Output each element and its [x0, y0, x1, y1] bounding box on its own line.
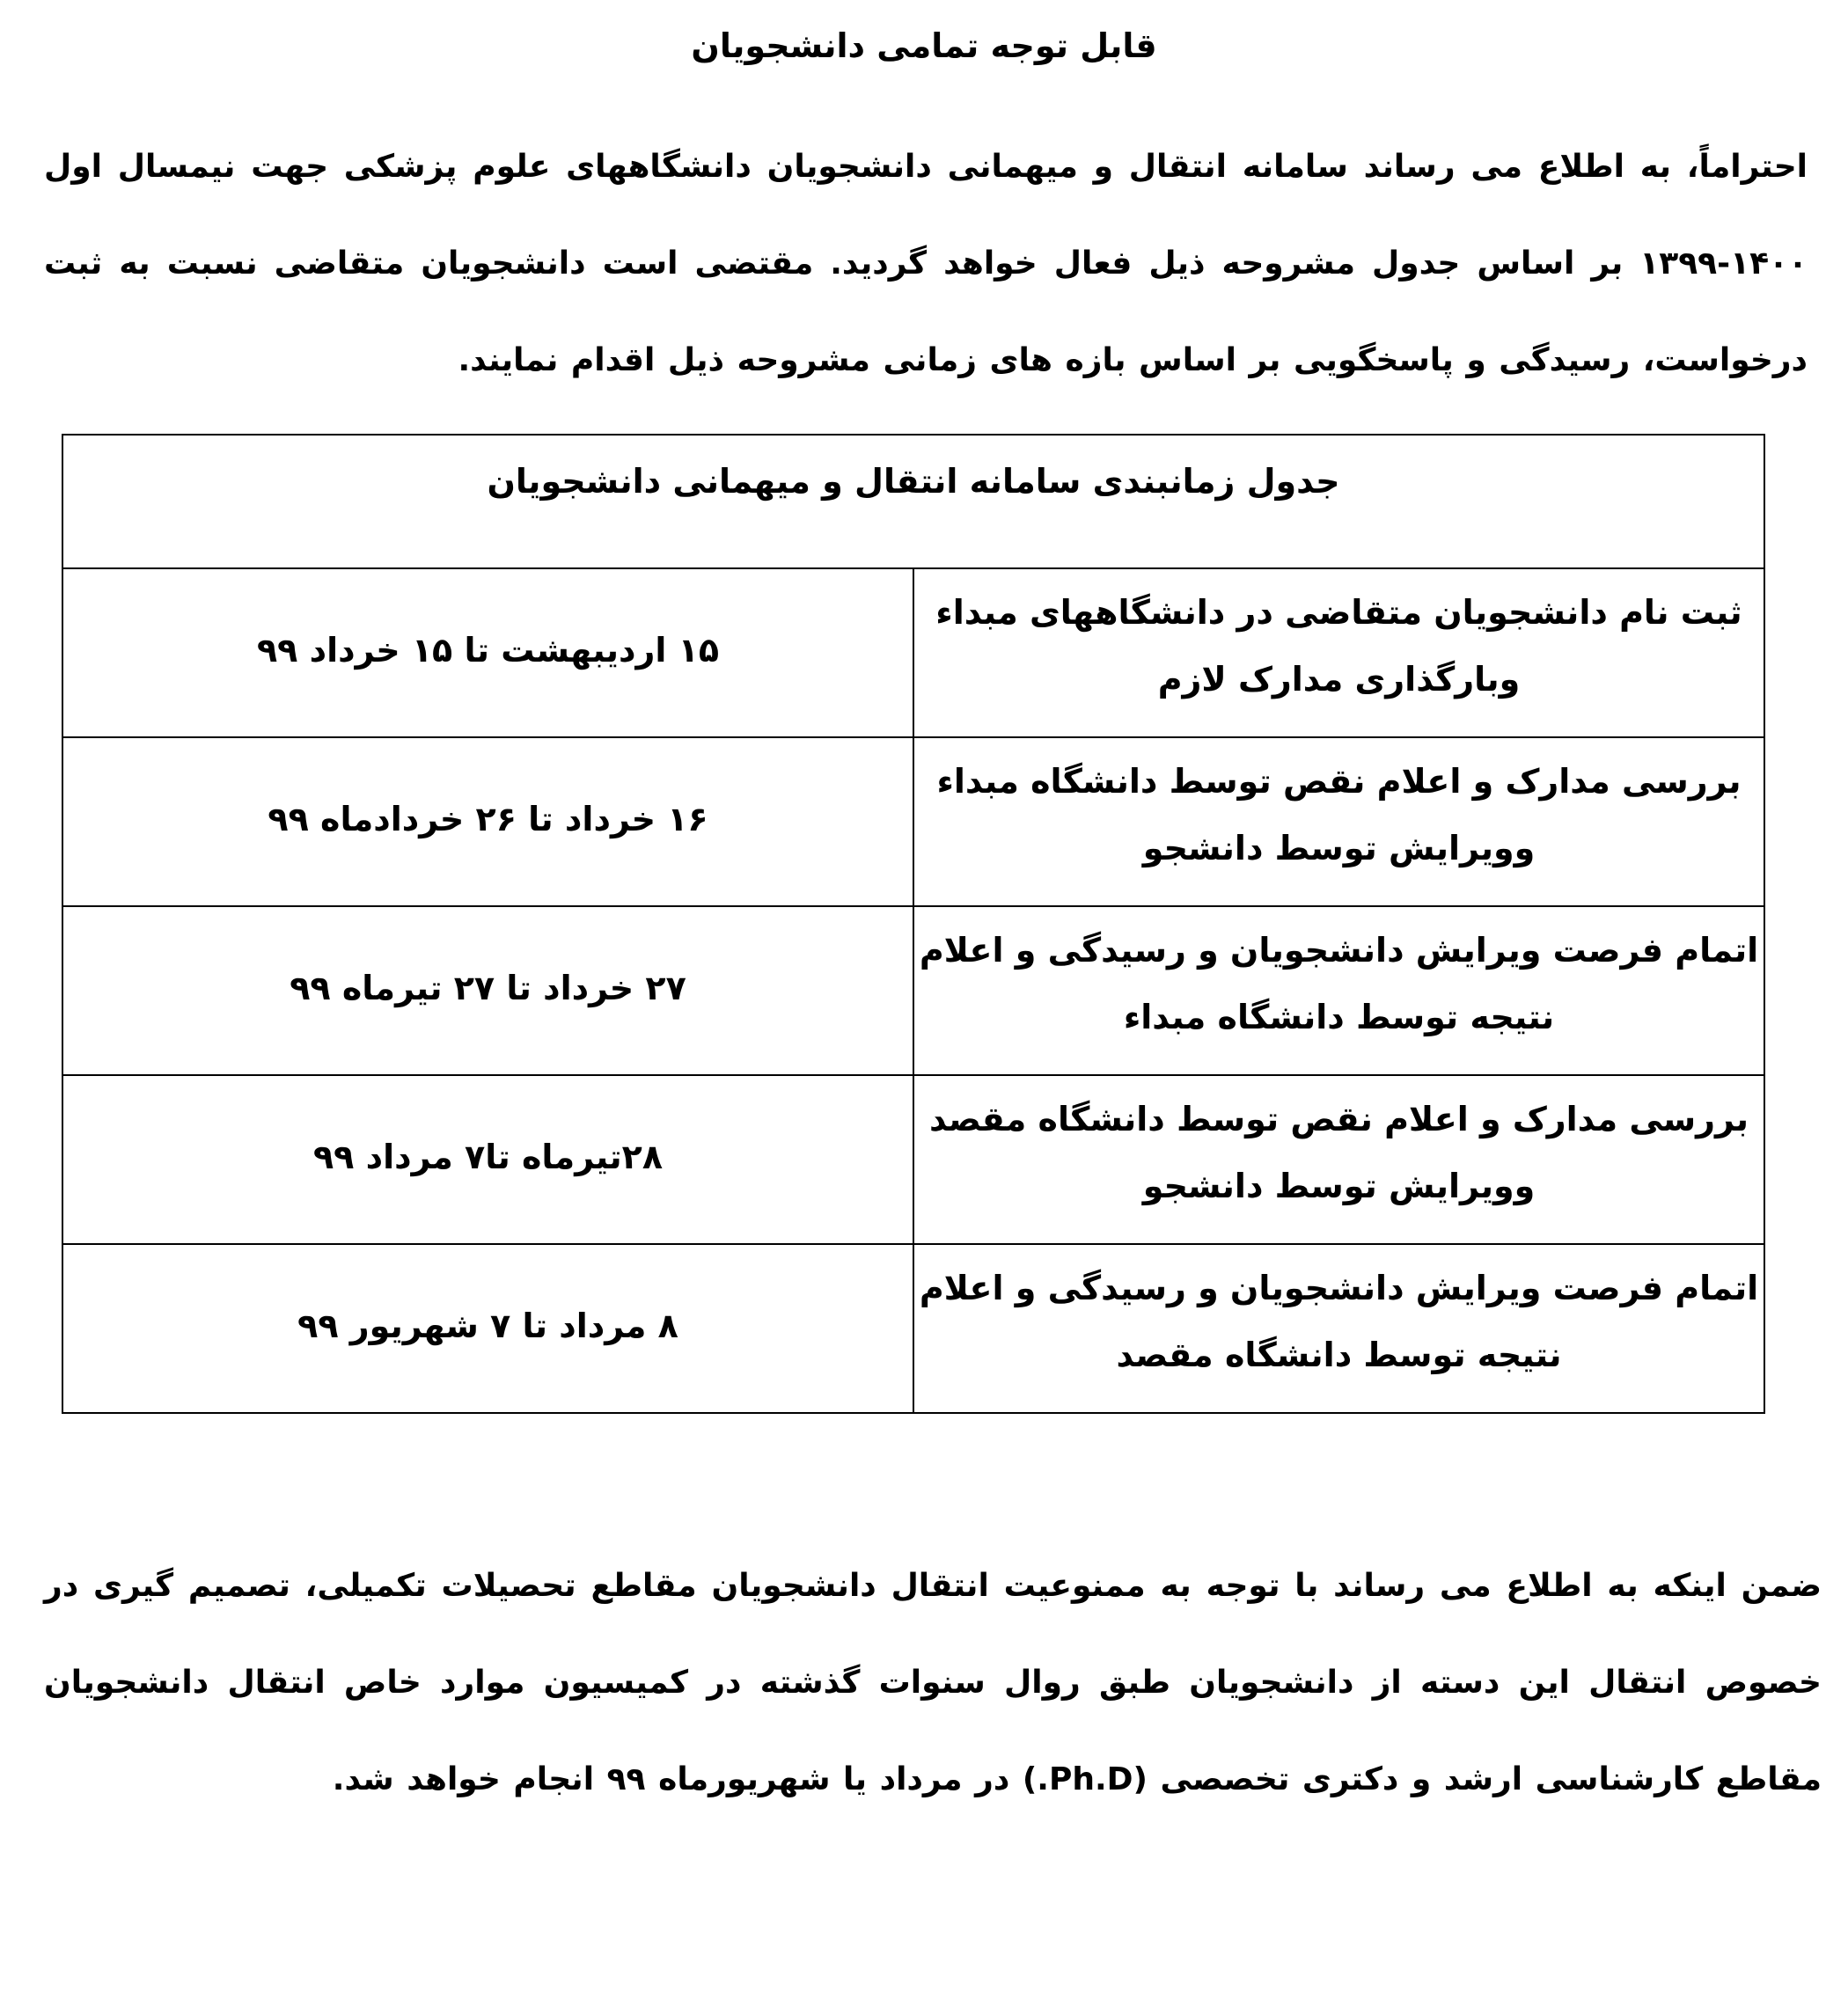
date-range-text: ۱۵ اردیبهشت تا ۱۵ خرداد ۹۹ — [256, 631, 720, 670]
date-cell — [62, 906, 913, 1075]
date-cell — [62, 1244, 913, 1413]
date-range-text: ۸ مرداد تا ۷ شهریور ۹۹ — [297, 1307, 678, 1345]
table-row — [62, 1244, 1764, 1413]
activity-cell — [913, 1244, 1764, 1413]
schedule-table-header-row — [62, 435, 1764, 568]
table-row — [62, 1075, 1764, 1244]
date-cell — [62, 1075, 913, 1244]
page-title: قابل توجه تمامی دانشجویان — [691, 26, 1157, 65]
date-range-text: ۲۸تیرماه تا۷ مرداد ۹۹ — [312, 1138, 664, 1176]
schedule-table-title: جدول زمانبندی سامانه انتقال و میهمانی دانشجویان — [62, 435, 1764, 568]
intro-paragraph: احتراماً، به اطلاع می رساند سامانه انتقال و میهمانی دانشجویان دانشگاههای علوم پزشکی جهت نیمسال اول ۱۴۰۰-۱۳۹۹ بر اساس جدول مشروحه ذیل فعال خواهد گردید. مقتضی است دانشجویان متقاضی نسبت به ثبت درخواست، رسیدگی و پاسخگویی بر اساس بازه های زمانی مشروحه ذیل اقدام نمایند. — [44, 149, 1808, 378]
activity-text: بررسی مدارک و اعلام نقص توسط دانشگاه مبداء وویرایش توسط دانشجو — [936, 762, 1742, 867]
table-row — [62, 737, 1764, 906]
schedule-table — [62, 434, 1765, 1414]
activity-cell — [913, 1075, 1764, 1244]
activity-text: ثبت نام دانشجویان متقاضی در دانشگاههای مبداء وبارگذاری مدارک لازم — [935, 593, 1742, 699]
activity-text: اتمام فرصت ویرایش دانشجویان و رسیدگی و اعلام نتیجه توسط دانشگاه مبداء — [919, 931, 1759, 1036]
activity-text: اتمام فرصت ویرایش دانشجویان و رسیدگی و اعلام نتیجه توسط دانشگاه مقصد — [919, 1269, 1759, 1374]
activity-cell — [913, 737, 1764, 906]
table-row — [62, 906, 1764, 1075]
closing-paragraph: ضمن اینکه به اطلاع می رساند با توجه به ممنوعیت انتقال دانشجویان مقاطع تحصیلات تکمیلی، تصمیم گیری در خصوص انتقال این دسته از دانشجویان طبق روال سنوات گذشته در کمیسیون موارد خاص انتقال دانشجویان مقاطع کارشناسی ارشد و دکتری تخصصی (Ph.D.) در مرداد یا شهریورماه ۹۹ انجام خواهد شد. — [44, 1568, 1822, 1797]
date-range-text: ۲۷ خرداد تا ۲۷ تیرماه ۹۹ — [290, 969, 686, 1007]
activity-cell — [913, 906, 1764, 1075]
date-cell — [62, 568, 913, 737]
date-range-text: ۱۶ خرداد تا ۲۶ خردادماه ۹۹ — [268, 800, 708, 838]
activity-text: بررسی مدارک و اعلام نقص توسط دانشگاه مقصد وویرایش توسط دانشجو — [929, 1100, 1749, 1205]
date-cell — [62, 737, 913, 906]
activity-cell — [913, 568, 1764, 737]
table-row — [62, 568, 1764, 737]
